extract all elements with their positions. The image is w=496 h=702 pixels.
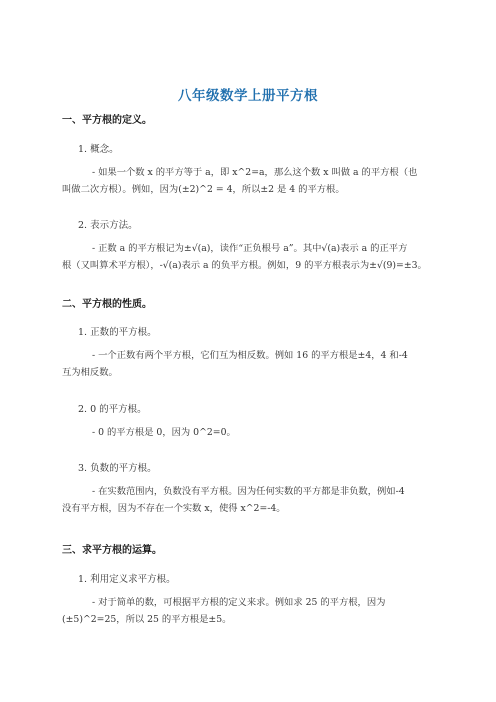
paragraph-line: (±5)^2=25，所以 25 的平方根是±5。 — [62, 614, 232, 625]
item-paragraph — [62, 424, 434, 441]
item-paragraph — [62, 483, 434, 517]
document-title: 八年级数学上册平方根 — [178, 88, 318, 104]
item-label: 1. 正数的平方根。 — [78, 327, 157, 338]
item-paragraph — [62, 347, 434, 381]
paragraph-line: - 如果一个数 x 的平方等于 a，即 x^2=a，那么这个数 x 叫做 a 的平方根（也 — [92, 167, 418, 178]
paragraph-line: 根（又叫算术平方根），-√(a)表示 a 的负平方根。例如，9 的平方根表示为±√(9)=±3。 — [62, 260, 427, 271]
paragraph-line: - 0 的平方根是 0，因为 0^2=0。 — [92, 427, 236, 438]
item-label: 3. 负数的平方根。 — [78, 463, 157, 474]
paragraph-line: 互为相反数。 — [62, 367, 118, 378]
paragraph-line: 没有平方根，因为不存在一个实数 x，使得 x^2=-4。 — [62, 503, 286, 514]
item-label: 1. 概念。 — [78, 144, 119, 155]
section-heading: 三、求平方根的运算。 — [62, 545, 162, 556]
paragraph-line: - 对于简单的数，可根据平方根的定义来求。例如求 25 的平方根，因为 — [92, 597, 386, 608]
paragraph-line: - 一个正数有两个平方根，它们互为相反数。例如 16 的平方根是±4，4 和-4 — [92, 350, 408, 361]
item-paragraph — [62, 240, 434, 274]
section-heading: 一、平方根的定义。 — [62, 115, 152, 126]
item-label: 2. 表示方法。 — [78, 220, 138, 231]
item-paragraph — [62, 594, 434, 628]
paragraph-line: - 在实数范围内，负数没有平方根。因为任何实数的平方都是非负数，例如-4 — [92, 486, 405, 497]
item-label: 1. 利用定义求平方根。 — [78, 574, 176, 585]
item-label: 2. 0 的平方根。 — [78, 404, 147, 415]
item-paragraph — [62, 164, 434, 198]
section-heading: 二、平方根的性质。 — [62, 299, 152, 310]
paragraph-line: 叫做二次方根）。例如，因为(±2)^2 = 4，所以±2 是 4 的平方根。 — [62, 184, 345, 195]
paragraph-line: - 正数 a 的平方根记为±√(a)，读作“正负根号 a”。其中√(a)表示 a 的正平方 — [92, 243, 408, 254]
